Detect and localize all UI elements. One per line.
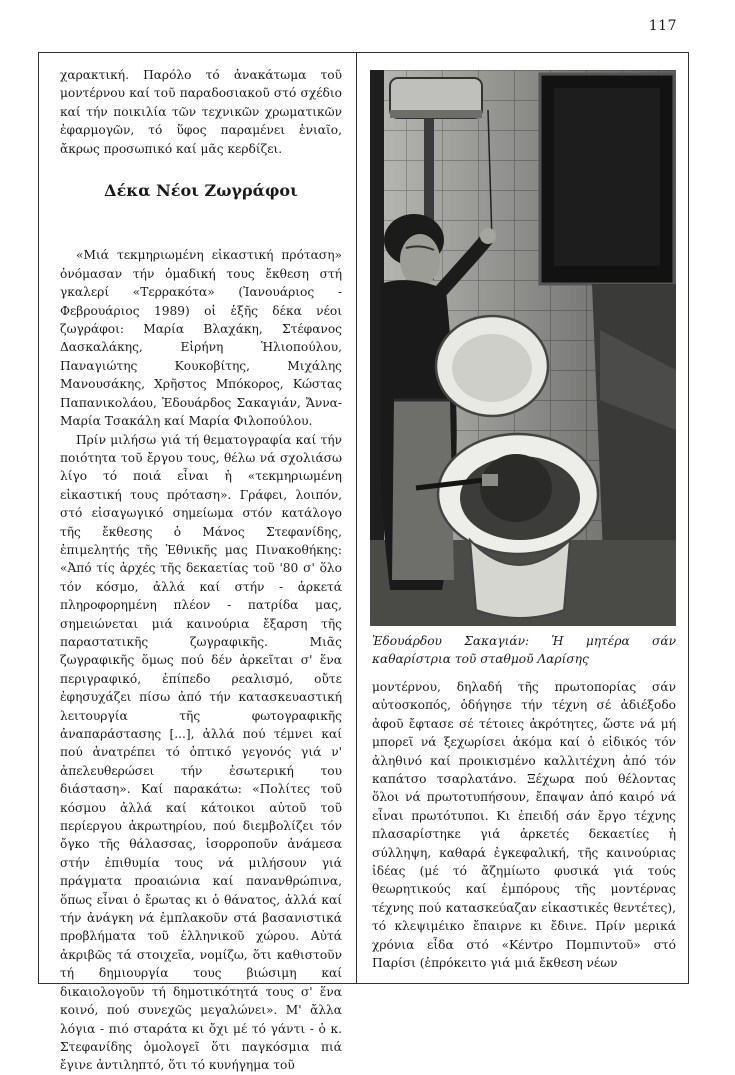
painting-photo [370, 70, 676, 626]
paragraph-exhibition: «Μιά τεκμηριωμένη εἰκαστική πρόταση» ὀνόμασαν τήν ὁμαδική τους ἔκθεση στή γκαλερί «Τερρακότα» (Ἰανουάριος - Φεβρουάριος 1989) οἱ ἑξῆς δέκα νέοι ζωγράφοι: Μαρία Βλαχάκη, Στέφανος Δασκαλάκης, Εἰρήνη Ἡλιοπούλου, Παναγιώτης Κουκοβίτης, Μιχάλης Μανουσάκης, Χρῆστος Μπόκορος, Κώστας Παπανικολάου, Ἐδουάρδος Σακαγιάν, Ἄννα-Μαρία Τσακάλη καί Μαρία Φιλοπούλου. [60, 248, 342, 429]
painting-photo-illustration [370, 70, 676, 626]
section-heading: Δέκα Νέοι Ζωγράφοι [104, 181, 298, 201]
paragraph-commentary: Πρίν μιλήσω γιά τή θεματογραφία καί τήν ποιότητα τοῦ ἔργου τους, θέλω νά σχολιάσω λίγο τό ποιά εἶναι ἡ «τεκμηριωμένη εἰκαστική τους πρόταση». Γράφει, λοιπόν, στό εἰσαγωγικό σημείωμα στόν κατάλογο τῆς ἔκθεσης ὁ Μάνος Στεφανίδης, ἐπιμελητής τῆς Ἐθνικῆς μας Πινακοθήκης: «Ἀπό τίς ἀρχές τῆς δεκαετίας τοῦ '80 σ' ὅλο τόν κόσμο, ἀλλά καί στήν - ἀρκετά πληροφορημένη πλέον - πατρίδα μας, σημειώνεται μιά καινούρια ἔξαρση τῆς παραστατικῆς ζωγραφικῆς. Μιᾶς ζωγραφικῆς ὅμως πού δέν ἀρκεῖται σ' ἕνα περιγραφικό, ἐπίπεδο ρεαλισμό, οὔτε ἐφησυχάζει πίσω ἀπό τήν κατασκευαστική λειτουργία τῆς φωτογραφικῆς ἀναπαράστασης [...], ἀλλά πού τέμνει καί πού ἀνατρέπει τό ὀπτικό γεγονός γιά ν' ἀπελευθερώσει τήν ἐσωτερική του διάσταση». Καί παρακάτω: «Πολίτες τοῦ κόσμου ἀλλά καί κάτοικοι αὐτοῦ τοῦ περίεργου ἀκρωτηρίου, πού διεμβολίζει τόν ὄγκο τῆς θάλασσας, ἰσορροποῦν ἀνάμεσα στήν ἐπιθυμία τους νά μιλήσουν γιά πράγματα προαιώνια καί πανανθρώπινα, ὅπως εἶναι ὁ ἔρωτας κι ὁ θάνατος, ἀλλά καί τήν ἀνάγκη νά ἐμπλακοῦν στά βασανιστικά προβλήματα τοῦ ἑλληνικοῦ χώρου. Αὐτά ἀκριβῶς τά στοιχεῖα, νομίζω, ὅτι καθιστοῦν τή δημιουργία τους βιώσιμη καί δικαιολογοῦν τή δημοτικότητά τους σ' ἕνα κοινό, πού συνεχῶς μεγαλώνει». Μ' ἄλλα λόγια - πιό σταράτα κι ὄχι μέ τό γάντι - ὁ κ. Στεφανίδης ὁμολογεῖ ὅτι παγκόσμια πιά ἔγινε ἀντιληπτό, ὅτι τό κυνήγημα τοῦ [60, 432, 342, 1073]
column-divider [356, 52, 357, 984]
right-column-text: μοντέρνου, δηλαδή τῆς πρωτοπορίας σάν αὐτοσκοπός, ὁδήγησε τήν τέχνη σέ ἀδιέξοδο ἀφοῦ ἔφτασε σέ τέτοιες ἀκρότητες, ὥστε νά μή μπορεῖ νά ξεχωρίσει ἀκόμα καί ὁ εἰδικός τόν ἀληθινό καί προικισμένο καλλιτέχνη ἀπό τόν καπάτσο τσαρλατάνο. Ξέχωρα πού θέλοντας ὅλοι νά πρωτοτυπήσουν, ἔπαψαν ἀπό καιρό νά εἶναι πρωτότυποι. Κι ἐπειδή σάν ἔργο τέχνης πλασαρίστηκε γιά ἀρκετές δεκαετίες ἡ σύλληψη, καθαρά ἐγκεφαλική, τῆς καινούριας ἰδέας (μέ τό ἄζημίωτο φυσικά γιά τούς θεωρητικούς καί ἐμπόρους τῆς μοντέρνας τέχνης πού κατασκεύαζαν εἰκαστικές θεντέτες), τό κλεψιμέικο ἔπαιρνε κι ἔδινε. Πρίν μερικά χρόνια εἶδα στό «Κέντρο Πομπιντοῦ» στό Παρίσι (ἐπρόκειτο γιά μιά ἔκθεση νέων [372, 680, 676, 971]
left-column [60, 66, 342, 1075]
page-number: 117 [648, 18, 677, 34]
intro-paragraph: χαρακτική. Παρόλο τό ἀνακάτωμα τοῦ μοντέρνου καί τοῦ παραδοσιακοῦ στό σχέδιο καί τήν ποικιλία τῶν τεχνικῶν χρωματικῶν ἐφαρμογῶν, τό ὕφος παραμένει ἑνιαῖο, ἄκρως προσωπικό καί μᾶς κερδίζει. [60, 68, 342, 156]
photo-caption: Ἐδουάρδου Σακαγιάν: Ἡ μητέρα σάν καθαρίστρια τοῦ σταθμοῦ Λαρίσης [372, 634, 676, 667]
right-column [372, 678, 676, 973]
